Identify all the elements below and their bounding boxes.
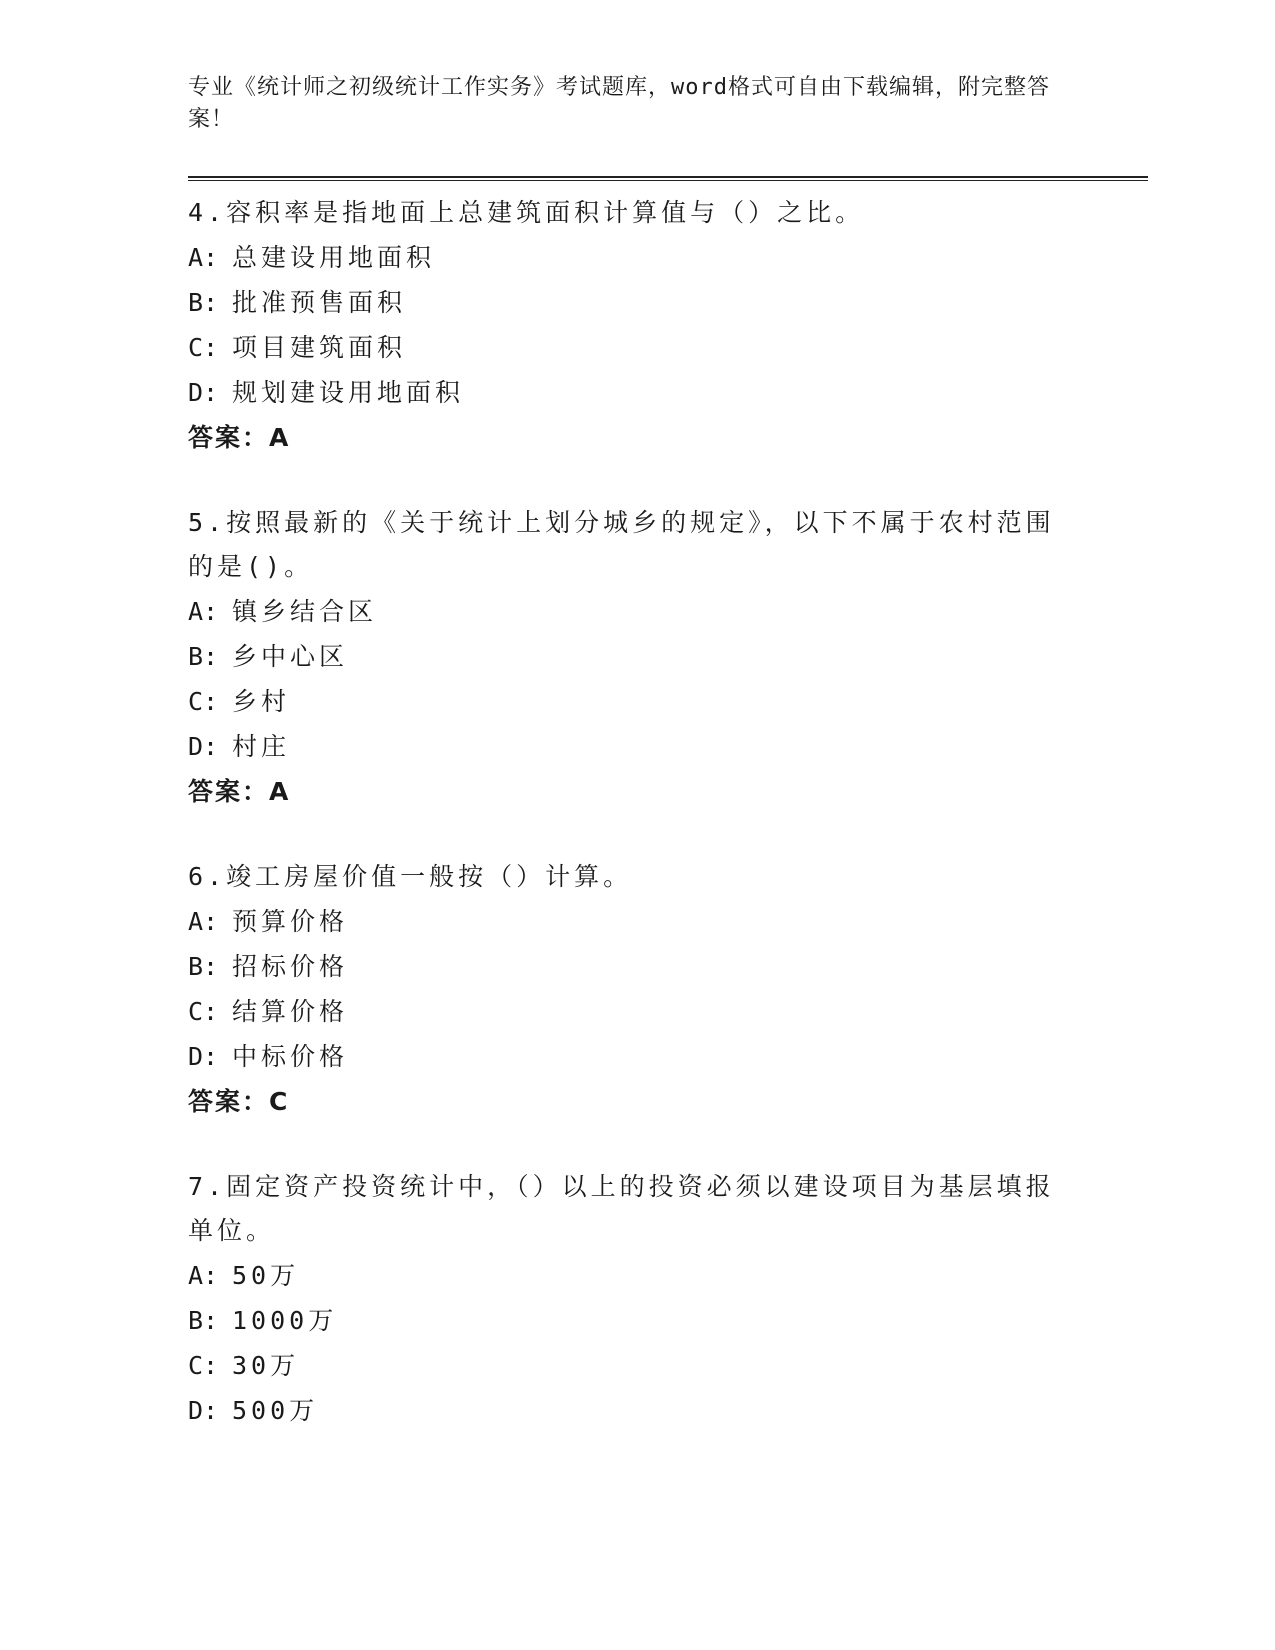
- option-text: 乡中心区: [232, 642, 349, 671]
- option-text: 村庄: [232, 732, 291, 761]
- question-6: [188, 855, 1148, 1125]
- question-stem: 4.容积率是指地面上总建筑面积计算值与（）之比。: [188, 198, 865, 227]
- option-a: [188, 899, 1148, 944]
- document-header: 专业《统计师之初级统计工作实务》考试题库，word格式可自由下载编辑，附完整答案！: [188, 75, 1050, 132]
- option-text: 中标价格: [232, 1042, 349, 1071]
- option-text: 乡村: [232, 687, 291, 716]
- option-letter: D:: [188, 1042, 219, 1071]
- option-letter: C:: [188, 687, 219, 716]
- answer-line: 答案：A: [188, 423, 291, 452]
- option-letter: D:: [188, 732, 219, 761]
- option-letter: D:: [188, 378, 219, 407]
- option-c: [188, 679, 1148, 724]
- option-text: 预算价格: [232, 907, 349, 936]
- option-letter: C:: [188, 1351, 219, 1380]
- option-letter: A:: [188, 1261, 219, 1290]
- answer-line: 答案：C: [188, 1087, 290, 1116]
- option-b: [188, 944, 1148, 989]
- document-page: [188, 72, 1148, 1433]
- option-letter: A:: [188, 243, 219, 272]
- option-text: 招标价格: [232, 952, 349, 981]
- option-d: [188, 724, 1148, 769]
- option-a: [188, 589, 1148, 634]
- option-letter: B:: [188, 1306, 219, 1335]
- option-letter: B:: [188, 952, 219, 981]
- question-stem: 5.按照最新的《关于统计上划分城乡的规定》，以下不属于农村范围的是()。: [188, 508, 1055, 581]
- option-text: 1000万: [232, 1306, 338, 1335]
- option-d: [188, 1388, 1148, 1433]
- option-letter: A:: [188, 597, 219, 626]
- option-text: 50万: [232, 1261, 300, 1290]
- option-text: 项目建筑面积: [232, 333, 407, 362]
- option-a: [188, 1253, 1148, 1298]
- option-letter: C:: [188, 997, 219, 1026]
- option-text: 镇乡结合区: [232, 597, 378, 626]
- option-c: [188, 1343, 1148, 1388]
- option-d: [188, 1034, 1148, 1079]
- option-b: [188, 1298, 1148, 1343]
- option-text: 规划建设用地面积: [232, 378, 465, 407]
- answer-line: 答案：A: [188, 777, 291, 806]
- question-4: [188, 191, 1148, 461]
- question-stem: 7.固定资产投资统计中，（）以上的投资必须以建设项目为基层填报单位。: [188, 1172, 1055, 1245]
- option-text: 结算价格: [232, 997, 349, 1026]
- question-stem: 6.竣工房屋价值一般按（）计算。: [188, 862, 633, 891]
- option-b: [188, 634, 1148, 679]
- option-a: [188, 235, 1148, 280]
- option-letter: C:: [188, 333, 219, 362]
- option-text: 总建设用地面积: [232, 243, 436, 272]
- option-letter: A:: [188, 907, 219, 936]
- option-b: [188, 280, 1148, 325]
- option-letter: B:: [188, 288, 219, 317]
- question-7: [188, 1165, 1148, 1433]
- option-d: [188, 370, 1148, 415]
- question-5: [188, 501, 1148, 815]
- option-text: 500万: [232, 1396, 319, 1425]
- option-text: 30万: [232, 1351, 300, 1380]
- option-letter: B:: [188, 642, 219, 671]
- option-letter: D:: [188, 1396, 219, 1425]
- header-divider: [188, 176, 1148, 181]
- option-c: [188, 325, 1148, 370]
- option-text: 批准预售面积: [232, 288, 407, 317]
- option-c: [188, 989, 1148, 1034]
